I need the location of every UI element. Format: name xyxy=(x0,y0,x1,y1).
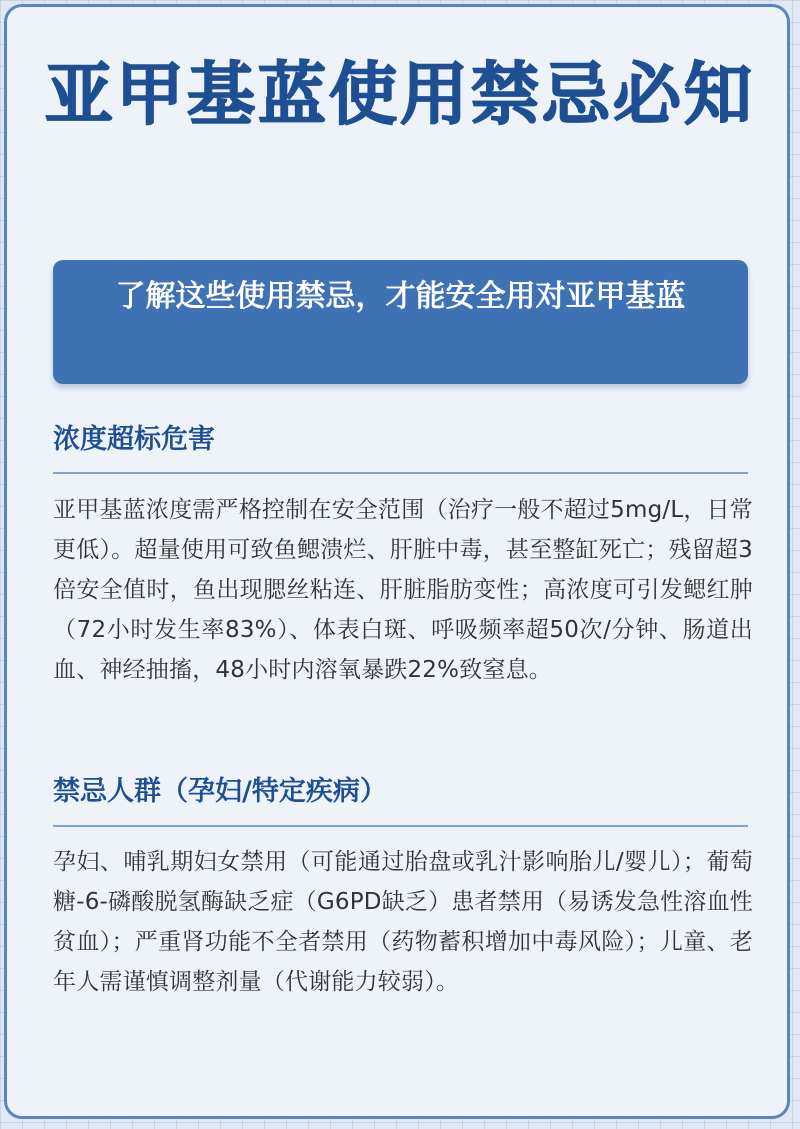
page-title: 亚甲基蓝使用禁忌必知 xyxy=(44,56,755,135)
section-body-concentration: 亚甲基蓝浓度需严格控制在安全范围（治疗一般不超过5mg/L，日常更低）。超量使用可致鱼鳃溃烂、肝脏中毒，甚至整缸死亡；残留超3倍安全值时，鱼出现腮丝粘连、肝脏脂肪变性；高浓度可引发鳃红肿（72小时发生率83%）、体表白斑、呼吸频率超50次/分钟、肠道出血、神经抽搐，48小时内溶氧暴跌22%致窒息。 xyxy=(53,497,753,683)
section-divider xyxy=(53,825,748,827)
section-heading-concentration: 浓度超标危害 xyxy=(53,424,215,455)
section-heading-contraindications: 禁忌人群（孕妇/特定疾病） xyxy=(53,776,387,807)
section-body-contraindications: 孕妇、哺乳期妇女禁用（可能通过胎盘或乳汁影响胎儿/婴儿）；葡萄糖-6-磷酸脱氢酶缺乏症（G6PD缺乏）患者禁用（易诱发急性溶血性贫血）；严重肾功能不全者禁用（药物蓄积增加中毒风险）；儿童、老年人需谨慎调整剂量（代谢能力较弱）。 xyxy=(53,849,753,995)
subtitle-banner: 了解这些使用禁忌，才能安全用对亚甲基蓝 xyxy=(53,260,748,384)
section-divider xyxy=(53,472,748,474)
